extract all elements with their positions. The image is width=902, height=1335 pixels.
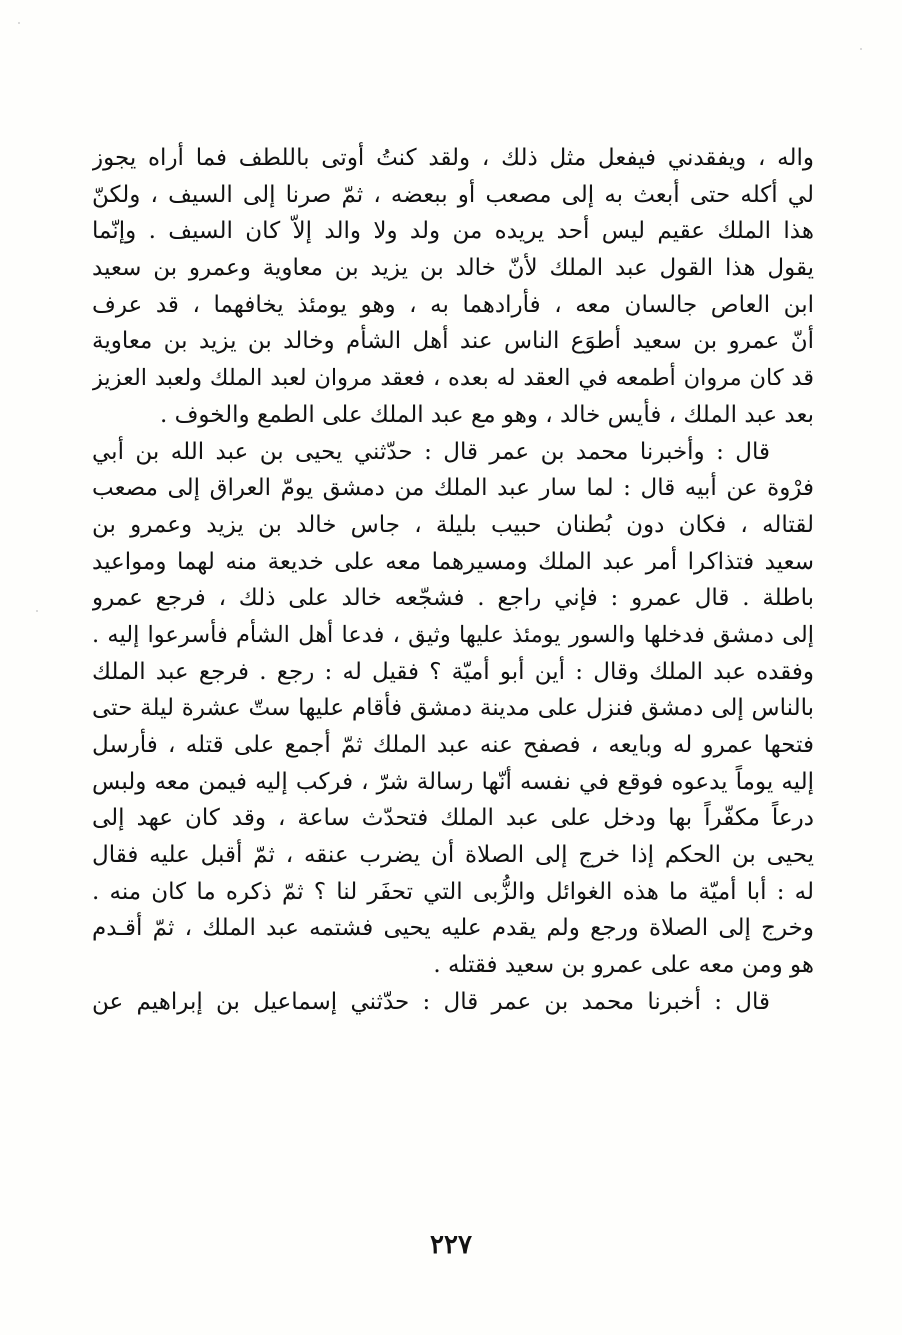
scan-speck bbox=[36, 610, 38, 612]
text-line: درعاً مكفّراً بها ودخل على عبد الملك فتحدّث ساعة ، وقد كان عهد إلى bbox=[92, 805, 814, 832]
text-line: يحيى بن الحكم إذا خرج إلى الصلاة أن يضرب عنقه ، ثمّ أقبل عليه فقال bbox=[92, 842, 814, 869]
text-line: قال : وأخبرنا محمد بن عمر قال : حدّثني يحيى بن عبد الله بن أبي bbox=[92, 438, 770, 465]
body-text bbox=[92, 140, 814, 1021]
text-line: سعيد فتذاكرا أمر عبد الملك ومسيرهما معه على خديعة منه لهما ومواعيد bbox=[92, 548, 814, 575]
text-line: هذا الملك عقيم ليس أحد يريده من ولد ولا والد إلاّ كان السيف . وإنّما bbox=[92, 218, 814, 245]
text-line: لي أكله حتى أبعث به إلى مصعب أو ببعضه ، ثمّ صرنا إلى السيف ، ولكنّ bbox=[92, 181, 814, 208]
page-number: ٢٢٧ bbox=[430, 1230, 472, 1260]
text-line: بعد عبد الملك ، فأيس خالد ، وهو مع عبد الملك على الطمع والخوف . bbox=[159, 401, 814, 428]
text-line: إلى دمشق فدخلها والسور يومئذ عليها وثيق ، فدعا أهل الشأم فأسرعوا إليه . bbox=[92, 621, 814, 648]
text-line: باطلة . قال عمرو : فإني راجع . فشجّعه خالد على ذلك ، فرجع عمرو bbox=[92, 585, 814, 612]
text-line: إليه يوماً يدعوه فوقع في نفسه أنّها رسالة شرّ ، فركب إليه فيمن معه ولبس bbox=[92, 768, 814, 795]
text-line: أنّ عمرو بن سعيد أطوَع الناس عند أهل الشأم وخالد بن يزيد بن معاوية bbox=[92, 328, 814, 355]
text-line: له : أبا أميّة ما هذه الغوائل والزُّبى التي تحفَر لنا ؟ ثمّ ذكره ما كان منه . bbox=[92, 878, 814, 905]
text-line: لقتاله ، فكان دون بُطنان حبيب بليلة ، جاس خالد بن يزيد وعمرو بن bbox=[92, 511, 814, 538]
text-line: واله ، ويفقدني فيفعل مثل ذلك ، ولقد كنتُ أوتى باللطف فما أراه يجوز bbox=[92, 145, 814, 171]
scan-speck bbox=[18, 22, 20, 24]
text-line: فرْوة عن أبيه قال : لما سار عبد الملك من دمشق يومّ العراق إلى مصعب bbox=[92, 475, 814, 502]
text-line: قد كان مروان أطمعه في العقد له بعده ، فعقد مروان لعبد الملك ولعبد العزيز bbox=[92, 365, 814, 392]
text-line: هو ومن معه على عمرو بن سعيد فقتله . bbox=[433, 952, 814, 979]
text-line: فتحها عمرو له وبايعه ، فصفح عنه عبد الملك ثمّ أجمع على قتله ، فأرسل bbox=[92, 732, 814, 758]
text-line: قال : أخبرنا محمد بن عمر قال : حدّثني إسماعيل بن إبراهيم عن bbox=[92, 988, 770, 1015]
text-line: يقول هذا القول عبد الملك لأنّ خالد بن يزيد بن معاوية وعمرو بن سعيد bbox=[92, 255, 814, 282]
text-line: بالناس إلى دمشق فنزل على مدينة دمشق فأقام عليها ستّ عشرة ليلة حتى bbox=[92, 695, 814, 722]
text-line: ابن العاص جالسان معه ، فأرادهما به ، وهو يومئذ يخافهما ، قد عرف bbox=[92, 291, 814, 318]
text-line: وخرج إلى الصلاة ورجع ولم يقدم عليه يحيى فشتمه عبد الملك ، ثمّ أقـدم bbox=[92, 915, 814, 942]
text-line: وفقده عبد الملك وقال : أين أبو أميّة ؟ فقيل له : رجع . فرجع عبد الملك bbox=[92, 658, 814, 685]
scan-speck bbox=[860, 48, 862, 50]
